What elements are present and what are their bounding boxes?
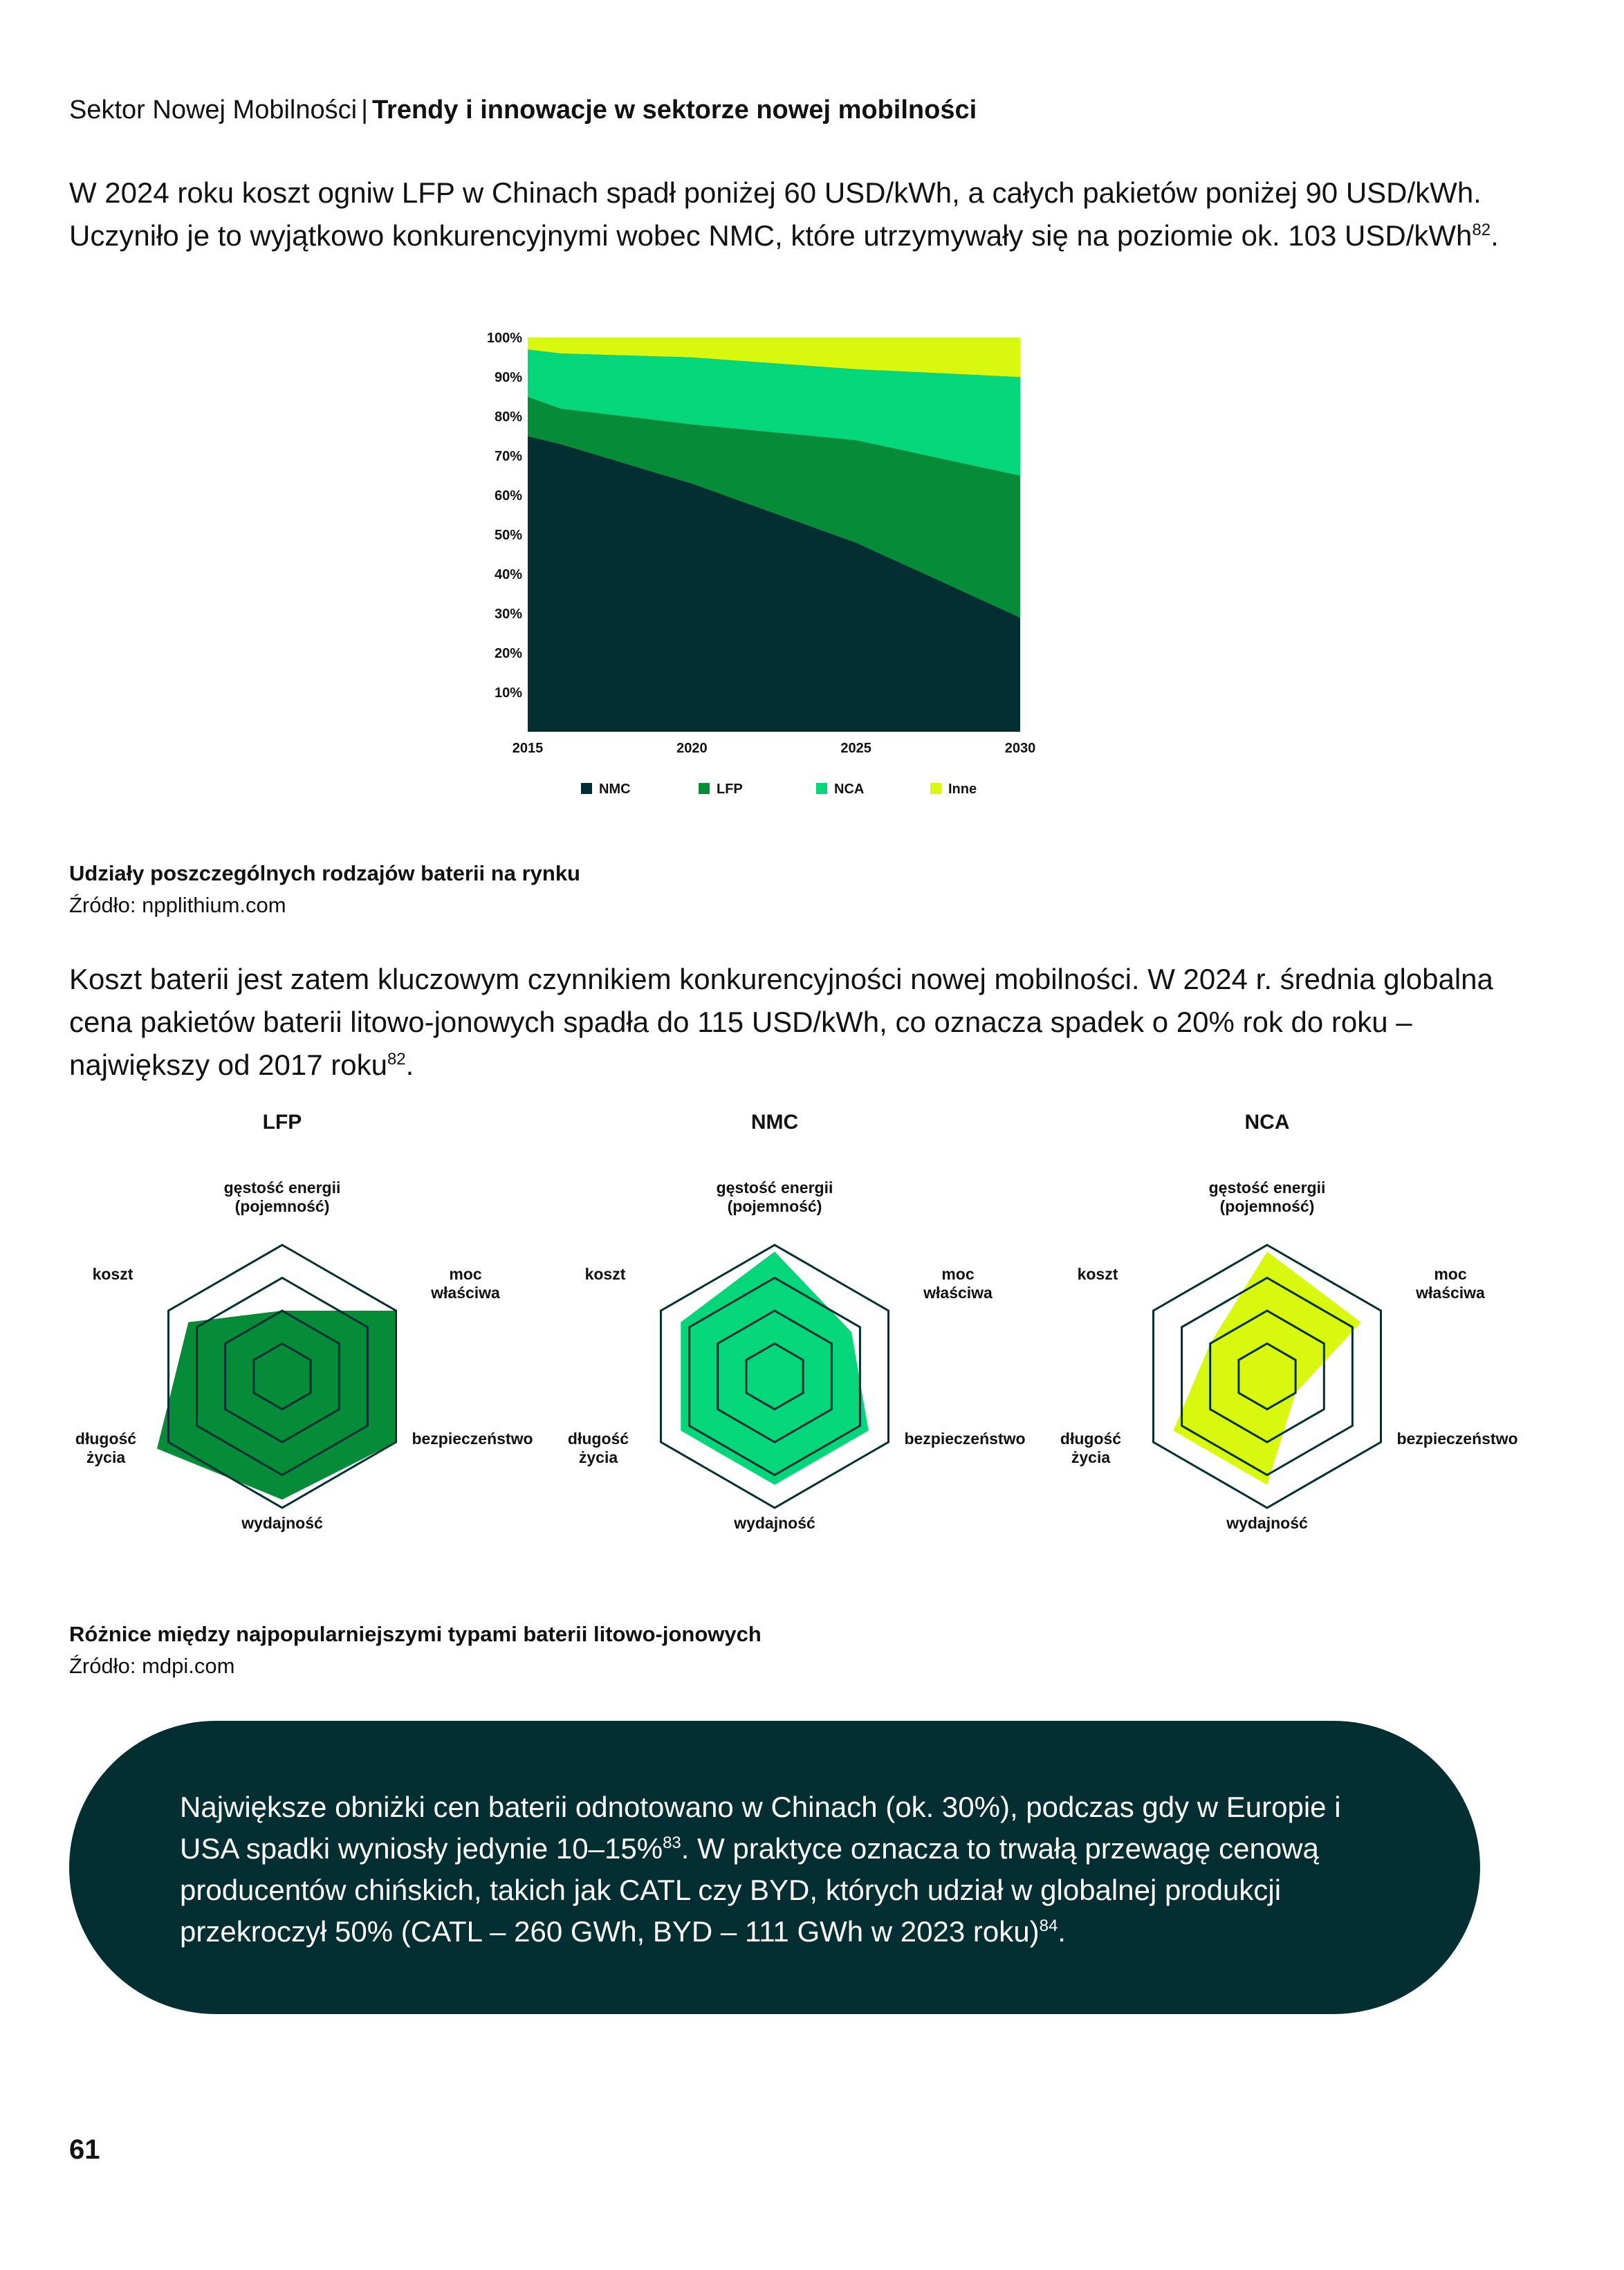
radar-data-area [1173, 1252, 1360, 1485]
header-separator: | [361, 95, 368, 124]
area-chart-caption-title: Udziały poszczególnych rodzajów baterii na rynku [69, 861, 580, 885]
area-chart-caption-source: Źródło: npplithium.com [69, 893, 286, 917]
radar-axis-label-line: wydajność [241, 1514, 323, 1532]
radar-axis-label-line: koszt [584, 1265, 626, 1283]
y-tick-label: 30% [494, 607, 522, 622]
footnote-ref[interactable]: 84 [1039, 1917, 1058, 1935]
x-tick-label: 2015 [512, 741, 544, 756]
callout-text-end: . [1058, 1915, 1066, 1948]
intro-paragraph-text: W 2024 roku koszt ogniw LFP w Chinach spadł poniżej 60 USD/kWh, a całych pakietów poniżej 90 USD/kWh. Uczyniło je to wyjątkowo konkurencyjnymi wobec NMC, które utrzymywały się na poziomie ok. 103 USD/kWh [69, 176, 1482, 252]
radar-axis-label-line: właściwa [1416, 1284, 1485, 1302]
area-chart-caption [69, 861, 580, 918]
radar-axis-label [1060, 1430, 1121, 1466]
radar-chart-caption-source: Źródło: mdpi.com [69, 1654, 235, 1678]
y-tick-label: 100% [486, 331, 522, 346]
legend-label: Inne [948, 782, 977, 797]
radar-chart-lfp [75, 1111, 533, 1532]
radar-axis-label-line: właściwa [431, 1284, 500, 1302]
radar-axis-label-line: gęstość energii [223, 1179, 341, 1197]
callout-box [69, 1721, 1480, 2014]
y-tick-label: 50% [494, 528, 522, 543]
cost-paragraph-end: . [405, 1049, 414, 1081]
y-tick-label: 80% [494, 409, 522, 425]
legend-label: LFP [717, 782, 743, 797]
radar-title: NMC [750, 1111, 799, 1134]
y-tick-label: 90% [494, 370, 522, 385]
radar-axis-label [733, 1514, 815, 1532]
footnote-ref[interactable]: 82 [1472, 221, 1491, 239]
radar-axis-label-line: moc [941, 1265, 975, 1283]
radar-axis-label [1396, 1430, 1517, 1448]
radar-axis-label-line: bezpieczeństwo [412, 1430, 533, 1448]
radar-axis-label-line: moc [1434, 1265, 1467, 1283]
radar-axis-label-line: (pojemność) [1219, 1197, 1315, 1215]
y-tick-label: 70% [494, 449, 522, 464]
legend-swatch [816, 783, 827, 794]
cost-paragraph-text: Koszt baterii jest zatem kluczowym czynnikiem konkurencyjności nowej mobilności. W 2024 r. średnia globalna cena pakietów baterii litowo-jonowych spadła do 115 USD/kWh, co oznacza spadek o 20% rok do roku – największy od 2017 roku [69, 963, 1493, 1081]
page-number: 61 [69, 2134, 100, 2165]
callout-text [180, 1787, 1397, 1953]
radar-axis-label-line: (pojemność) [234, 1197, 330, 1215]
radar-axis-label-line: długość [1060, 1430, 1122, 1448]
radar-axis-label-line: życia [578, 1448, 618, 1466]
y-tick-label: 40% [494, 567, 522, 582]
callout-text-part1: Największe obniżki cen baterii odnotowano w Chinach (ok. 30%), podczas gdy w Europie i USA spadki wyniosły jedynie 10–15% [180, 1791, 1341, 1865]
callout-text-part2: . W praktyce oznacza to trwałą przewagę cenową producentów chińskich, takich jak CATL czy BYD, których udział w globalnej produkcji przekroczył 50% (CATL – 260 GWh, BYD – 111 GWh w 2023 roku) [180, 1832, 1319, 1948]
y-tick-label: 60% [494, 488, 522, 504]
y-tick-label: 10% [494, 685, 522, 701]
page-header [69, 95, 977, 125]
battery-radar-charts [0, 1107, 1624, 1591]
intro-paragraph [69, 172, 1549, 257]
radar-axis-label-line: wydajność [734, 1514, 815, 1532]
radar-axis-label [717, 1179, 833, 1215]
radar-axis-label [1226, 1514, 1308, 1532]
radar-axis-label [904, 1430, 1025, 1448]
header-title: Trendy i innowacje w sektorze nowej mobilności [371, 95, 977, 124]
radar-axis-label [75, 1430, 136, 1466]
radar-axis-label-line: bezpieczeństwo [904, 1430, 1026, 1448]
radar-axis-label-line: (pojemność) [727, 1197, 822, 1215]
cost-paragraph [69, 958, 1549, 1087]
radar-title: NCA [1244, 1111, 1290, 1134]
radar-chart-nca [1060, 1111, 1518, 1532]
radar-axis-label [412, 1430, 533, 1448]
x-tick-label: 2030 [1004, 741, 1036, 756]
legend-label: NCA [834, 782, 865, 797]
radar-axis-label [1078, 1265, 1118, 1283]
radar-axis-label [1209, 1179, 1326, 1215]
radar-axis-label [241, 1514, 323, 1532]
legend-swatch [699, 783, 710, 794]
radar-axis-label-line: gęstość energii [1208, 1179, 1326, 1197]
footnote-ref[interactable]: 83 [663, 1834, 681, 1852]
radar-chart-nmc [568, 1111, 1026, 1532]
radar-axis-label-line: bezpieczeństwo [1396, 1430, 1518, 1448]
legend-swatch [581, 783, 592, 794]
x-tick-label: 2025 [840, 741, 871, 756]
radar-axis-label-line: koszt [1077, 1265, 1118, 1283]
radar-axis-label [585, 1265, 626, 1283]
radar-axis-label [923, 1265, 993, 1302]
radar-chart-caption [69, 1622, 762, 1679]
radar-data-area [681, 1252, 868, 1485]
intro-paragraph-end: . [1491, 219, 1499, 252]
radar-axis-label-line: koszt [92, 1265, 133, 1283]
radar-title: LFP [262, 1111, 302, 1134]
radar-axis-label-line: gęstość energii [716, 1179, 833, 1197]
battery-share-area-chart [470, 325, 1093, 823]
x-tick-label: 2020 [676, 741, 708, 756]
header-section: Sektor Nowej Mobilności [69, 95, 358, 124]
radar-axis-label [93, 1265, 133, 1283]
radar-axis-label [430, 1265, 500, 1302]
radar-axis-label-line: długość [567, 1430, 629, 1448]
radar-axis-label-line: wydajność [1226, 1514, 1308, 1532]
footnote-ref[interactable]: 82 [387, 1050, 406, 1069]
y-tick-label: 20% [494, 646, 522, 661]
radar-axis-label-line: właściwa [923, 1284, 993, 1302]
radar-axis-label-line: moc [449, 1265, 482, 1283]
radar-axis-label-line: długość [75, 1430, 137, 1448]
radar-axis-label-line: życia [86, 1448, 126, 1466]
legend-label: NMC [599, 782, 631, 797]
radar-axis-label [224, 1179, 341, 1215]
legend-swatch [930, 783, 941, 794]
radar-axis-label [568, 1430, 629, 1466]
radar-axis-label [1415, 1265, 1485, 1302]
radar-chart-caption-title: Różnice między najpopularniejszymi typami baterii litowo-jonowych [69, 1622, 762, 1646]
radar-axis-label-line: życia [1071, 1448, 1111, 1466]
